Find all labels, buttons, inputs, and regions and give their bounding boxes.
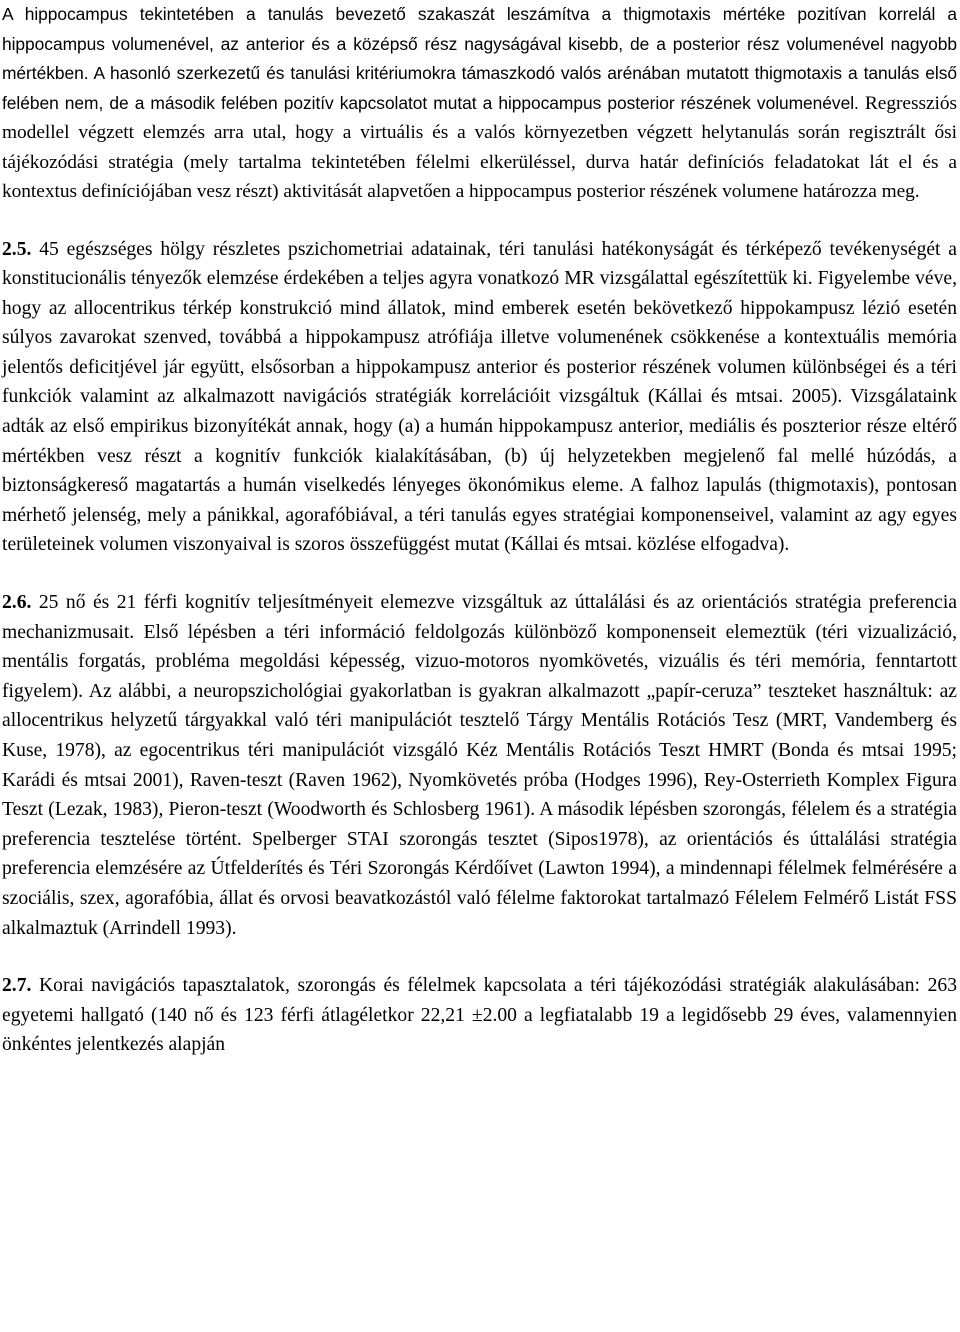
intro-serif-text: Regressziós modellel végzett elemzés arra utal, hogy a virtuális és a valós környezetben végzett helytanulás során regisztrált ősi tájékozódási stratégia (mely tartalma tekintetében félelmi elkerüléssel, durva határ definíciós feladatokat lát el és a kontextus definíciójában vesz részt) aktivitását alapvetően a hippocampus posterior részének volumene határozza meg. bbox=[2, 92, 957, 202]
section-number: 2.7. bbox=[2, 975, 32, 997]
section-2-7-paragraph bbox=[0, 971, 960, 1060]
section-body: 25 nő és 21 férfi kognitív teljesítményeit elemezve vizsgáltuk az úttalálási és az orientációs stratégia preferencia mechanizmusait. Első lépésben a téri információ feldolgozás különböző komponenseit elemeztük (téri vizualizáció, mentális forgatás, probléma megoldási képesség, vizuo-motoros nyomkövetés, vizuális és téri memória, fenntartott figyelem). Az alábbi, a neuropszichológiai gyakorlatban is gyakran alkalmazott „papír-ceruza” teszteket használtuk: az allocentrikus helyzetű tárgyakkal való téri manipulációt tesztelő Tárgy Mentális Rotációs Tesz (MRT, Vandemberg és Kuse, 1978), az egocentrikus téri manipulációt vizsgáló Kéz Mentális Rotációs Teszt HMRT (Bonda és mtsai 1995; Karádi és mtsai 2001), Raven-teszt (Raven 1962), Nyomkövetés próba (Hodges 1996), Rey-Osterrieth Komplex Figura Teszt (Lezak, 1983), Pieron-teszt (Woodworth és Schlosberg 1961). A második lépésben szorongás, félelem és a stratégia preferencia tesztelése történt. Spelberger STAI szorongás tesztet (Sipos1978), az orientációs és úttalálási stratégia preferencia elemzésére az Útfelderítés és Téri Szorongás Kérdőívet (Lawton 1994), a mindennapi félelmek felmérésére a szociális, szex, agorafóbia, állat és orvosi beavatkozástól való félelme faktorokat tartalmazó Félelem Felmérő Listát FSS alkalmaztuk (Arrindell 1993). bbox=[2, 592, 957, 939]
intro-sans-text: A hippocampus tekintetében a tanulás bevezető szakaszát leszámítva a thigmotaxis mértéke pozitívan korrelál a hippocampus volumenével, az anterior és a középső rész nagyságával kisebb, de a posterior rész volumenével nagyobb mértékben. A hasonló szerkezetű és tanulási kritériumokra támaszkodó valós arénában mutatott thigmotaxis a tanulás első felében nem, de a második felében pozitív kapcsolatot mutat a hippocampus posterior részének volumenével. bbox=[2, 4, 957, 113]
intro-paragraph bbox=[0, 0, 960, 207]
section-number: 2.5. bbox=[2, 238, 32, 260]
section-2-5-paragraph bbox=[0, 235, 960, 561]
section-body: Korai navigációs tapasztalatok, szorongás és félelmek kapcsolata a téri tájékozódási stratégiák alakulásában: 263 egyetemi hallgató (140 nő és 123 férfi átlagéletkor 22,21 ±2.00 a legfiatalabb 19 a legidősebb 29 éves, valamennyien önkéntes jelentkezés alapján bbox=[2, 975, 957, 1056]
section-body: 45 egészséges hölgy részletes pszichometriai adatainak, téri tanulási hatékonyságát és térképező tevékenységét a konstitucionális tényezők elemzése érdekében a teljes agyra vonatkozó MR vizsgálattal egészítettük ki. Figyelembe véve, hogy az allocentrikus térkép konstrukció mind állatok, mind emberek esetén bekövetkező hippokampusz lézió esetén súlyos zavarokat szenved, továbbá a hippokampusz atrófiája illetve volumenének csökkenése a kontextuális memória jelentős deficitjével jár együtt, elsősorban a hippokampusz anterior és posterior részének volumen különbségei és a téri funkciók valamint az alkalmazott navigációs stratégiák korrelációit vizsgáltuk (Kállai és mtsai. 2005). Vizsgálataink adták az első empirikus bizonyítékát annak, hogy (a) a humán hippokampusz anterior, mediális és poszterior része eltérő mértékben vesz részt a kognitív funkciók kialakításában, (b) új helyzetekben megjelenő fal mellé húzódás, a biztonságkereső magatartás a humán viselkedés lényeges ökonómikus eleme. A falhoz lapulás (thigmotaxis), pontosan mérhető jelenség, mely a pánikkal, agorafóbiával, a téri tanulás egyes stratégiai komponenseivel, valamint az agy egyes területeinek volumen viszonyaival is szoros összefüggést mutat (Kállai és mtsai. közlése elfogadva). bbox=[2, 238, 957, 556]
section-number: 2.6. bbox=[2, 592, 32, 614]
section-2-6-paragraph bbox=[0, 588, 960, 943]
